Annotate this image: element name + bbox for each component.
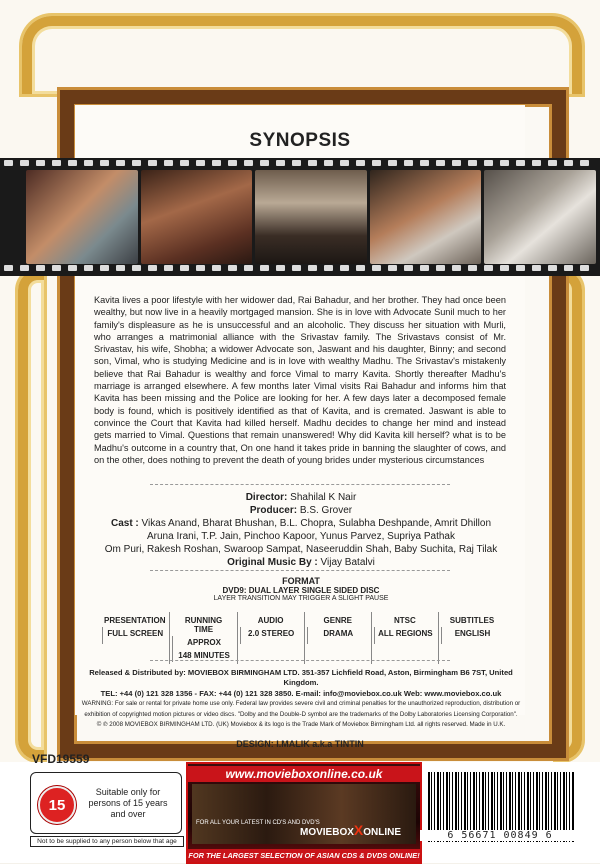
film-still-5	[484, 170, 596, 264]
film-strip	[0, 158, 600, 276]
cast-line-1: Cast : Vikas Anand, Bharat Bhushan, B.L. Chopra, Sulabha Deshpande, Amrit Dhillon	[110, 518, 492, 529]
director-line: Director: Shahilal K Nair	[245, 492, 357, 503]
music-line: Original Music By : Vijay Batalvi	[227, 557, 375, 568]
format-note: LAYER TRANSITION MAY TRIGGER A SLIGHT PAUSE	[213, 595, 389, 602]
ad-tagline: FOR ALL YOUR LATEST IN CD'S AND DVD'S	[196, 820, 320, 826]
release-contact: TEL: +44 (0) 121 328 1356 - FAX: +44 (0) 121 328 3850. E-mail: info@moviebox.co.uk Web: www.moviebox.co.uk	[100, 688, 502, 698]
barcode-number: 6 56671 00849 6	[420, 830, 580, 841]
release-address: Released & Distributed by: MOVIEBOX BIRMINGHAM LTD. 351-357 Lichfield Road, Aston, Birmingham B6 7ST, United Kingdom.	[89, 668, 513, 688]
rating-text: Suitable only for persons of 15 years and over	[88, 787, 168, 819]
producer-line: Producer: B.S. Grover	[249, 505, 353, 516]
rating-footer: Not to be supplied to any person below that age	[30, 836, 184, 847]
copyright-text: © ℗ 2008 MOVIEBOX BIRMINGHAM LTD. (UK) Moviebox & its logo is the Trade Mark of Moviebox Birmingham Ltd. all rights reserved. Made in U.K.	[96, 721, 506, 729]
divider	[150, 660, 450, 661]
credits-block	[96, 491, 506, 569]
format-disc: DVD9: DUAL LAYER SINGLE SIDED DISC	[222, 586, 380, 595]
catalog-number: VFD19559	[32, 752, 90, 766]
gold-ornament-left	[18, 270, 44, 760]
divider	[150, 570, 450, 571]
film-still-1	[26, 170, 138, 264]
synopsis-text: Kavita lives a poor lifestyle with her widower dad, Rai Bahadur, and her brother. They had once been wealthy, but now live in a heavily mortgaged mansion. She is in love with Advocate Sunil much to her family's displeasure as he is unsuccessful and an alcoholic. They discuss her situation with Murli, who arranges a matrimonial alliance with the Srivastav family. The Srivastavs consist of Mr. Srivastav, his wife, Shobha; a widower Advocate son, Jaswant and his daughter, Binny; and second son, Vimal, who is studying Medicine and is in love with wealthy Madhu. The Srivastav's mistakenly believe that Rai Bahadur is wealthy and force Vimal to marry Kavita. Shortly thereafter Madhu's marriage is arranged elsewhere. A few months later Vimal visits Rai Bahadur and informs him that Kavita has been missing and the Police are looking for her. A few days later a decomposed female body is found, which is positively identified as that of Kavita, and is cremated. Jaswant is able to convince the Court that Kavita had killed herself. Madhu decides to change her mind and instead gets married to Vimal. Questions that remain unanswered! Why did Kavita kill herself? what is to be Madhu's outcome in a country that, On one hand it takes pride in banning the slaughter of cows, and on the other, does nothing to prevent the death of young brides under mysterious circumstances	[94, 295, 506, 465]
gold-ornament-top	[22, 16, 582, 94]
spec-audio: AUDIO 2.0 STEREO	[237, 612, 304, 664]
film-still-4	[370, 170, 482, 264]
ad-brand: MOVIEBOXXONLINE	[300, 822, 402, 838]
spec-subtitles: SUBTITLES ENGLISH	[438, 612, 505, 664]
ad-url: www.movieboxonline.co.uk	[188, 766, 420, 782]
page-title: SYNOPSIS	[249, 130, 351, 151]
format-block	[96, 576, 506, 602]
film-still-3	[255, 170, 367, 264]
specs-row	[100, 612, 505, 664]
cast-line-3: Om Puri, Rakesh Roshan, Swaroop Sampat, Naseeruddin Shah, Baby Suchita, Raj Tilak	[104, 544, 498, 555]
divider	[150, 484, 450, 485]
cast-line-2: Aruna Irani, T.P. Jain, Pinchoo Kapoor, Yunus Parvez, Supriya Pathak	[147, 531, 455, 542]
format-heading: FORMAT	[282, 576, 320, 586]
ad-footer: FOR THE LARGEST SELECTION OF ASIAN CDS & DVDS ONLINE!	[188, 851, 420, 860]
bbfc-15-icon: 15	[38, 786, 76, 824]
sprocket-holes-bottom	[0, 265, 600, 274]
design-credit: DESIGN: I.MALIK a.k.a TINTIN	[236, 739, 364, 749]
spec-ntsc: NTSC ALL REGIONS	[371, 612, 438, 664]
spec-running-time: RUNNING TIME APPROX 148 MINUTES	[169, 612, 236, 664]
spec-presentation: PRESENTATION FULL SCREEN	[100, 612, 169, 664]
film-still-2	[141, 170, 253, 264]
sprocket-holes-top	[0, 160, 600, 169]
release-info	[76, 668, 526, 730]
moviebox-online-ad	[186, 762, 422, 864]
spec-genre: GENRE DRAMA	[304, 612, 371, 664]
warning-text: WARNING: For sale or rental for private home use only. Federal law provides severe civil and criminal penalties for the unauthorized reproduction, distribution or exhibition of copyrighted motion pictures or video discs. "Dolby and the Double-D symbol are the trademarks of the Dolby Laboratories Licensing Corporation".	[81, 700, 521, 718]
film-frames	[26, 170, 596, 264]
